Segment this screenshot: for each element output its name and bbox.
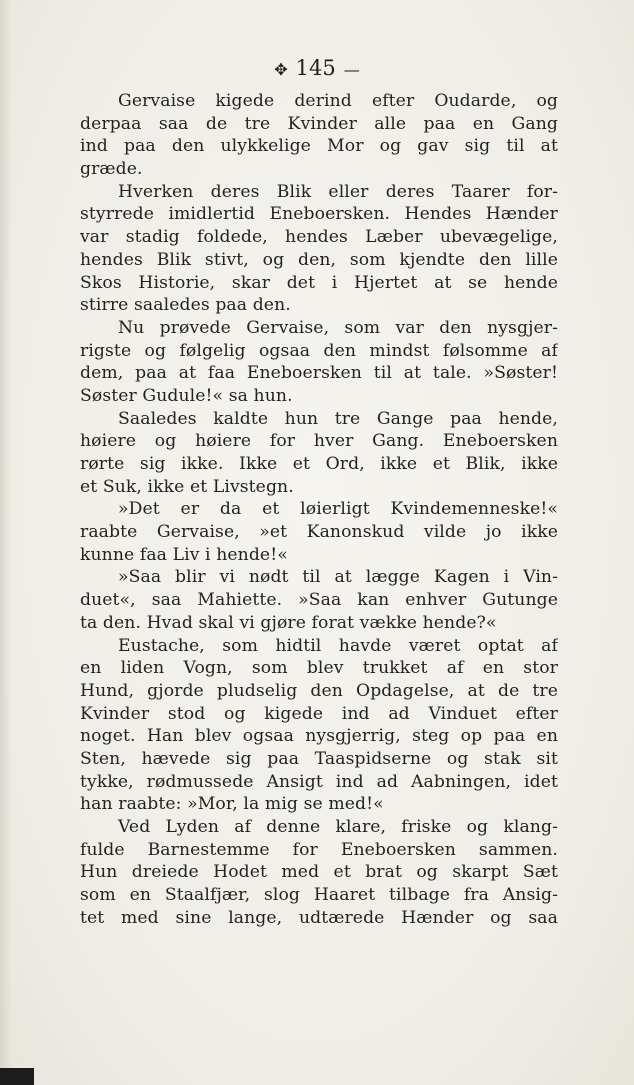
text-line: Skos Historie, skar det i Hjertet at se hende — [80, 272, 558, 293]
text-line: Hun dreiede Hodet med et brat og skarpt Sæt — [80, 862, 558, 883]
text-line: tet med sine lange, udtærede Hænder og saa — [80, 907, 558, 928]
body-text — [80, 90, 558, 929]
text-line: derpaa saa de tre Kvinder alle paa en Gang — [80, 113, 558, 134]
text-line: høiere og høiere for hver Gang. Eneboersken — [80, 431, 558, 452]
text-line: Gervaise kigede derind efter Oudarde, og — [118, 91, 558, 111]
text-line: »Saa blir vi nødt til at lægge Kagen i Vin- — [118, 567, 558, 588]
text-line: ind paa den ulykkelige Mor og gav sig til at — [80, 136, 558, 157]
text-line: et Suk, ikke et Livstegn. — [80, 476, 294, 497]
text-line: ta den. Hvad skal vi gjøre forat vække hende?« — [80, 612, 497, 633]
text-line: Hund, gjorde pludselig den Opdagelse, at de tre — [80, 680, 558, 701]
text-line: stirre saaledes paa den. — [80, 295, 291, 316]
ornament-left: ✥ — [274, 60, 288, 79]
page-binding-shadow — [0, 0, 12, 1085]
text-line: Eustache, som hidtil havde været optat af — [118, 635, 558, 656]
text-line: Nu prøvede Gervaise, som var den nysgjer- — [118, 317, 558, 338]
text-line: fulde Barnestemme for Eneboersken sammen. — [80, 839, 558, 860]
text-line: var stadig foldede, hendes Læber ubevægelige, — [80, 227, 558, 248]
text-line: tykke, rødmussede Ansigt ind ad Aabningen, idet — [80, 771, 558, 792]
text-line: Saaledes kaldte hun tre Gange paa hende, — [118, 408, 558, 429]
text-line: kunne faa Liv i hende!« — [80, 544, 288, 565]
page-number: 145 — [295, 56, 336, 80]
text-line: rørte sig ikke. Ikke et Ord, ikke et Blik, ikke — [80, 454, 558, 474]
text-line: en liden Vogn, som blev trukket af en stor — [80, 658, 558, 679]
text-line: noget. Han blev ogsaa nysgjerrig, steg op paa en — [80, 726, 558, 747]
text-line: Søster Gudule!« sa hun. — [80, 385, 293, 406]
text-line: duet«, saa Mahiette. »Saa kan enhver Gutunge — [80, 590, 558, 611]
text-line: »Det er da et løierligt Kvindemenneske!« — [118, 499, 558, 520]
text-line: dem, paa at faa Eneboersken til at tale. »Søster! — [80, 363, 558, 384]
text-line: hendes Blik stivt, og den, som kjendte den lille — [80, 249, 558, 270]
text-line: Ved Lyden af denne klare, friske og klang- — [118, 817, 558, 837]
scan-corner-mark — [0, 1068, 34, 1085]
text-line: Kvinder stod og kigede ind ad Vinduet efter — [80, 703, 558, 724]
text-line: Hverken deres Blik eller deres Taarer for- — [118, 181, 558, 202]
text-line: Sten, hævede sig paa Taaspidserne og stak sit — [80, 748, 558, 769]
text-line: rigste og følgelig ogsaa den mindst følsomme af — [80, 340, 558, 361]
text-line: han raabte: »Mor, la mig se med!« — [80, 794, 384, 815]
text-line: græde. — [80, 159, 143, 180]
text-line: som en Staalfjær, slog Haaret tilbage fra Ansig- — [80, 885, 558, 906]
ornament-right: — — [343, 60, 360, 79]
text-line: styrrede imidlertid Eneboersken. Hendes Hænder — [80, 204, 558, 225]
page-header — [0, 56, 634, 80]
text-line: raabte Gervaise, »et Kanonskud vilde jo ikke — [80, 522, 558, 543]
